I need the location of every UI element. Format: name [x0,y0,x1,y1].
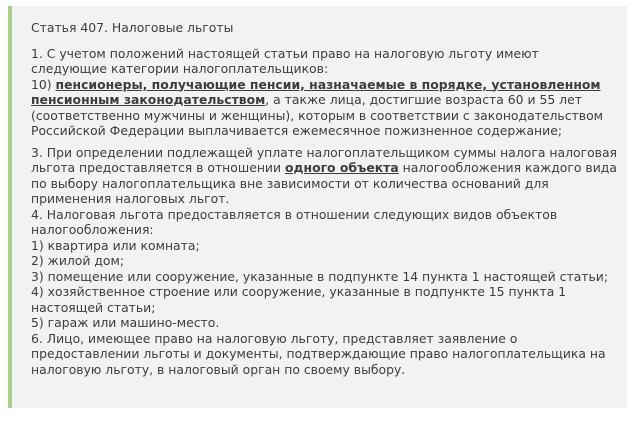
paragraph-3-after: налогообложения каждого вида по выбору налогоплательщика вне зависимости от количества оснований для применения налоговых льгот. [31,160,617,206]
subparagraph-10 [31,77,617,139]
subparagraph-10-text: , а также лица, достигшие возраста 60 и 55 лет (соответственно мужчины и женщины), которым в соответствии с законодательством Российской Федерации выплачивается ежемесячное пожизненное содержание; [31,92,603,138]
one-object-emphasis: одного объекта [284,160,399,175]
list-item: 2) жилой дом; [31,253,125,268]
pensioners-emphasis: пенсионеры, получающие пенсии, назначаемые в порядке, установленном пенсионным законодательством [31,76,601,107]
list-item: 3) помещение или сооружение, указанные в подпункте 14 пункта 1 настоящей статьи; [31,268,609,284]
paragraph-3 [31,145,617,207]
paragraph-4: 4. Налоговая льгота предоставляется в отношении следующих видов объектов налогообложения: [31,206,558,237]
objects-list [31,238,617,331]
paragraph-6: 6. Лицо, имеющее право на налоговую льготу, представляет заявление о предоставлении льготы и документы, подтверждающие право налогоплательщика на налоговую льготу, в налоговый орган по своему выбору. [31,330,606,377]
article-title: Статья 407. Налоговые льготы [31,20,234,35]
list-item: 5) гараж или машино-место. [31,315,220,330]
subparagraph-10-number: 10) [31,76,56,92]
list-item: 4) хозяйственное строение или сооружение, указанные в подпункте 15 пункта 1 настоящей статьи; [31,284,567,315]
list-item: 1) квартира или комната; [31,237,200,253]
article-excerpt-card [8,6,627,408]
paragraph-3-before: 3. При определении подлежащей уплате налогоплательщиком суммы налога налоговая льгота предоставляется в отношении [31,144,618,175]
paragraph-1: 1. С учетом положений настоящей статьи право на налоговую льготу имеют следующие категории налогоплательщиков: [31,45,539,76]
